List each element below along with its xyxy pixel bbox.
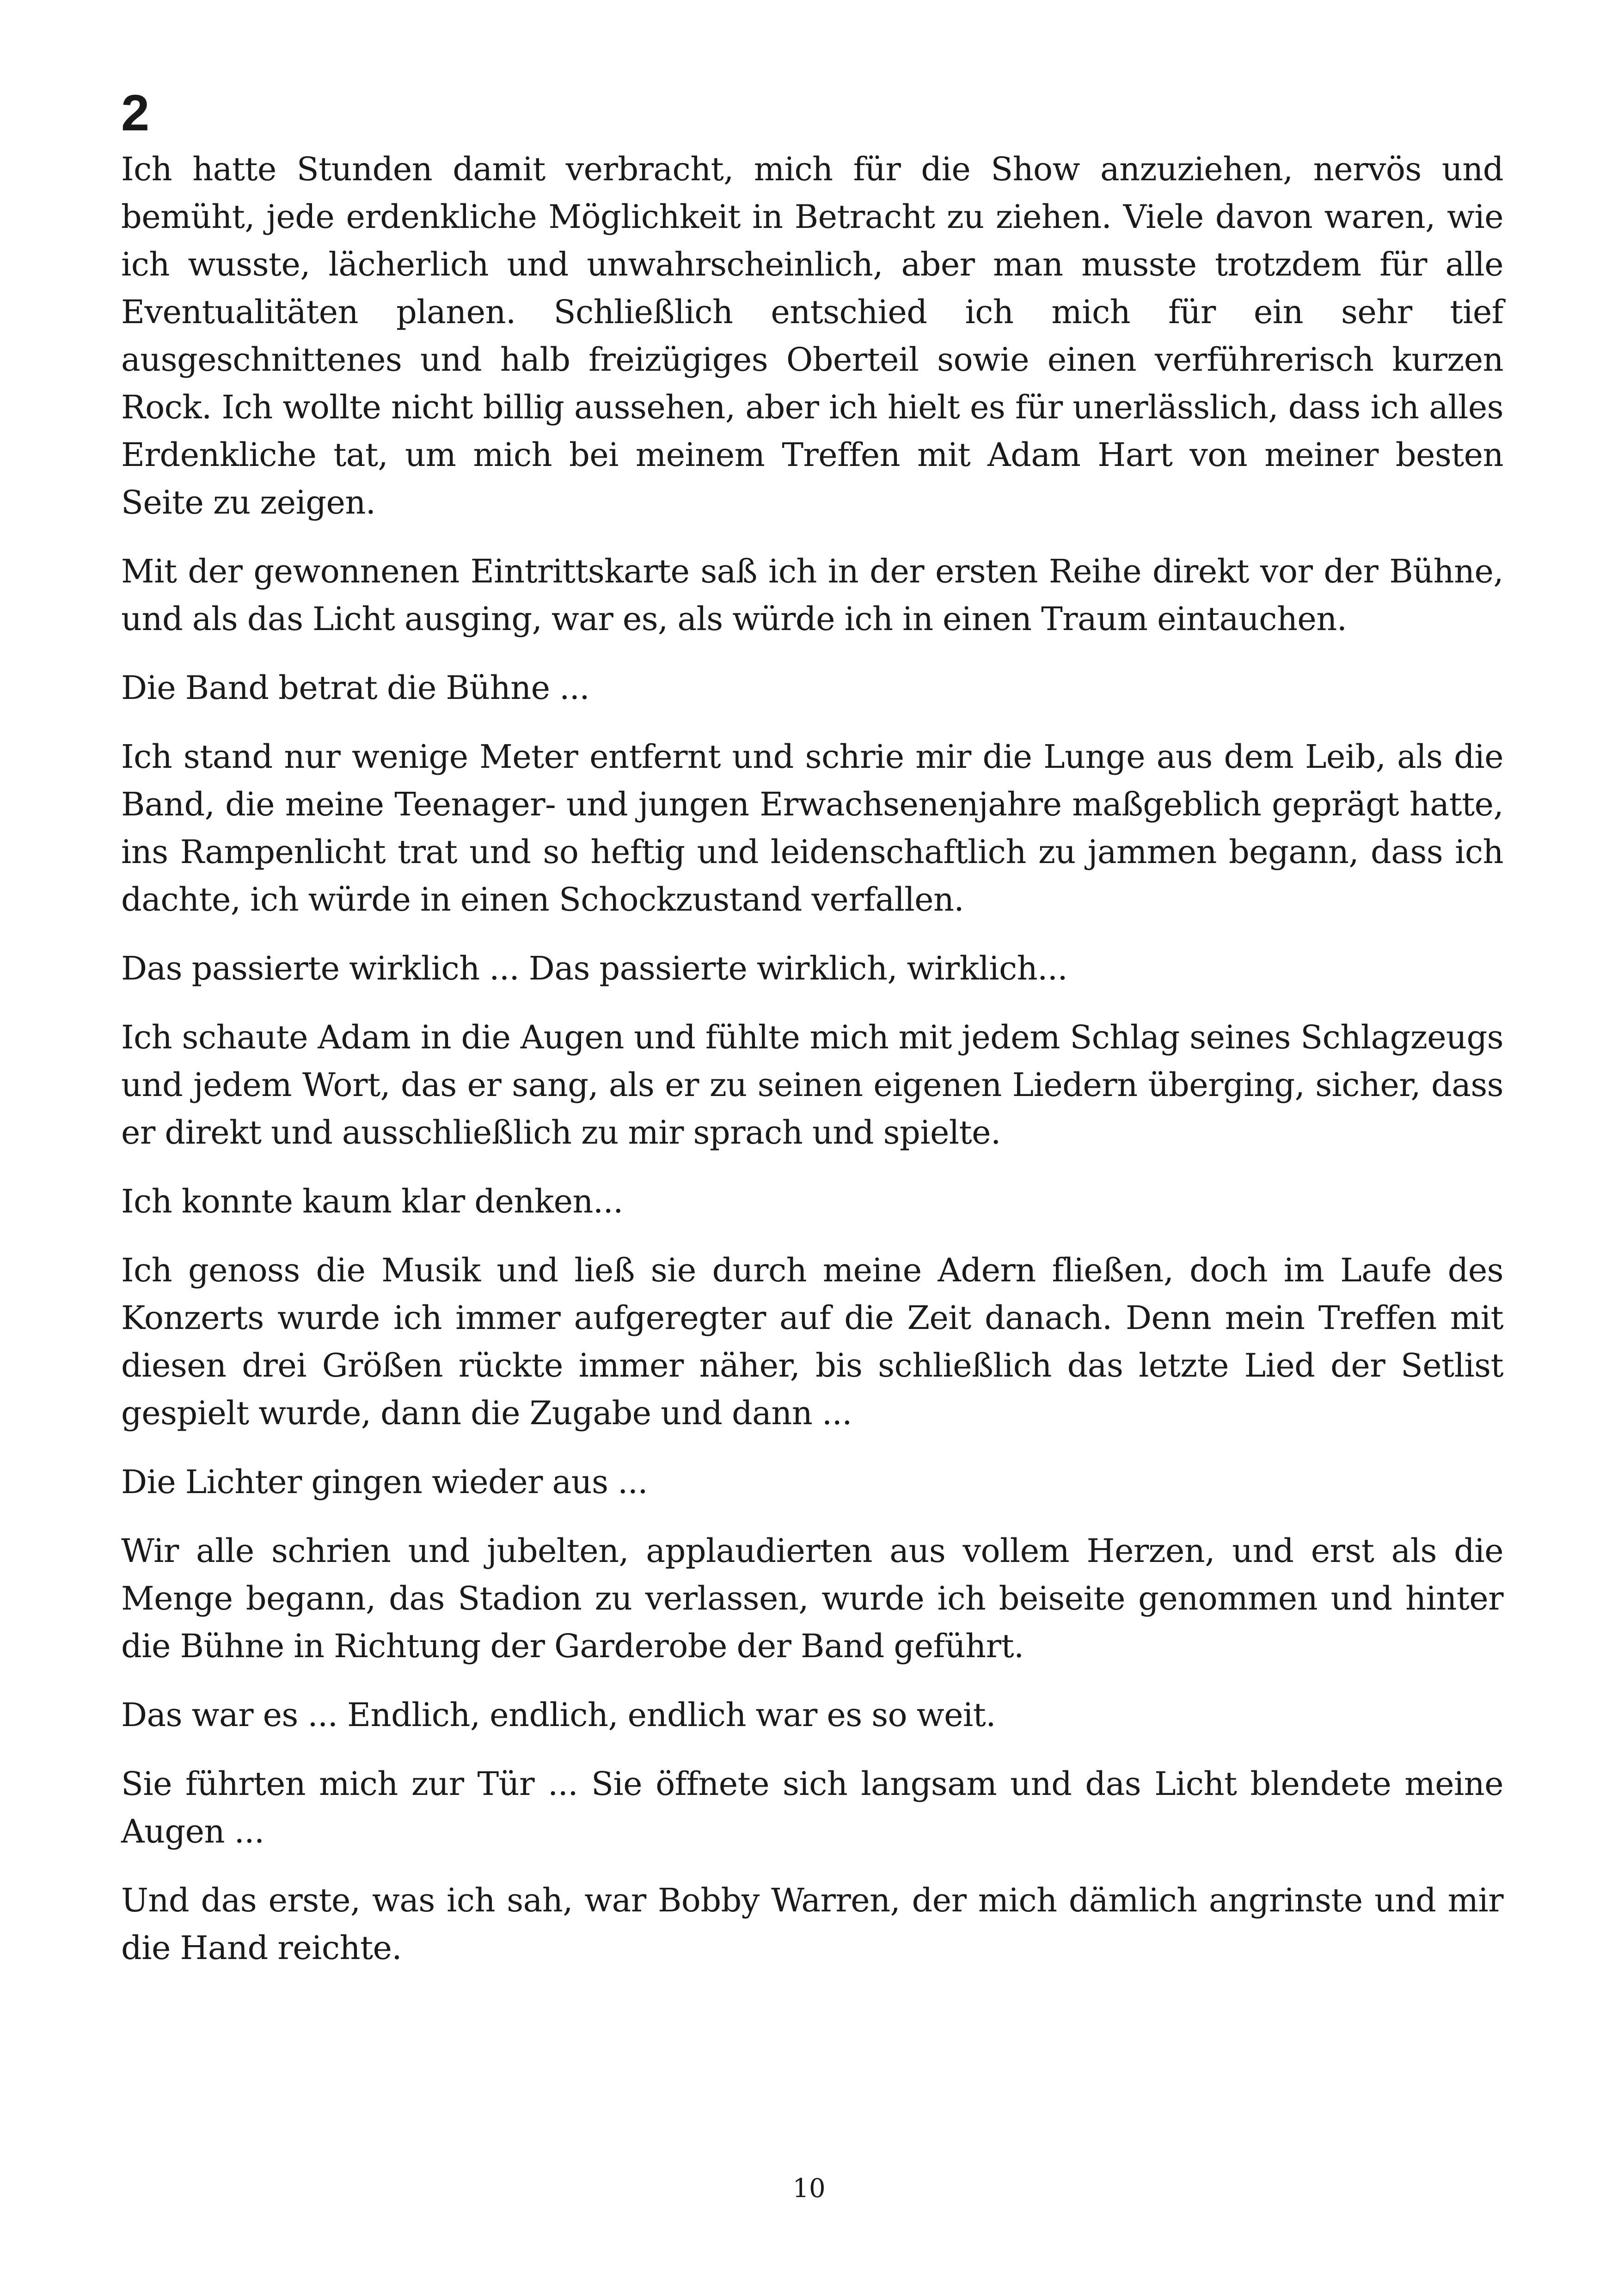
chapter-number: 2: [121, 85, 150, 141]
chapter-body: [121, 146, 1503, 1972]
paragraph: Wir alle schrien und jubelten, applaudierten aus vollem Herzen, und erst als die Menge begann, das Stadion zu verlassen, wurde ich beiseite genommen und hinter die Bühne in Richtung der Garderobe der Band geführt.: [121, 1532, 1503, 1665]
paragraph: Ich hatte Stunden damit verbracht, mich für die Show anzuziehen, nervös und bemüht, jede erdenkliche Möglichkeit in Betracht zu ziehen. Viele davon waren, wie ich wusste, lächerlich und unwahrscheinlich, aber man musste trotzdem für alle Eventualitäten planen. Schließlich entschied ich mich für ein sehr tief ausgeschnittenes und halb freizügiges Oberteil sowie einen verführerisch kurzen Rock. Ich wollte nicht billig aussehen, aber ich hielt es für unerlässlich, dass ich alles Erdenkliche tat, um mich bei meinem Treffen mit Adam Hart von meiner besten Seite zu zeigen.: [121, 150, 1503, 521]
paragraph: Ich schaute Adam in die Augen und fühlte mich mit jedem Schlag seines Schlagzeugs und jedem Wort, das er sang, als er zu seinen eigenen Liedern überging, sicher, dass er direkt und ausschließlich zu mir sprach und spielte.: [121, 1018, 1503, 1151]
page-content: [121, 86, 1503, 1993]
paragraph: Die Band betrat die Bühne ...: [121, 669, 590, 707]
paragraph: Ich konnte kaum klar denken...: [121, 1182, 623, 1220]
paragraph: Mit der gewonnenen Eintrittskarte saß ich in der ersten Reihe direkt vor der Bühne, und als das Licht ausging, war es, als würde ich in einen Traum eintauchen.: [121, 552, 1503, 638]
paragraph: Ich genoss die Musik und ließ sie durch meine Adern fließen, doch im Laufe des Konzerts wurde ich immer aufgeregter auf die Zeit danach. Denn mein Treffen mit diesen drei Größen rückte immer näher, bis schließlich das letzte Lied der Setlist gespielt wurde, dann die Zugabe und dann ...: [121, 1251, 1503, 1432]
page-number: 10: [792, 2174, 826, 2204]
paragraph: Die Lichter gingen wieder aus ...: [121, 1463, 648, 1501]
paragraph: Sie führten mich zur Tür ... Sie öffnete sich langsam und das Licht blendete meine Augen ...: [121, 1765, 1503, 1850]
paragraph: Das passierte wirklich ... Das passierte wirklich, wirklich...: [121, 949, 1068, 987]
paragraph: Und das erste, was ich sah, war Bobby Warren, der mich dämlich angrinste und mir die Hand reichte.: [121, 1881, 1503, 1967]
paragraph: Das war es ... Endlich, endlich, endlich war es so weit.: [121, 1696, 996, 1734]
paragraph: Ich stand nur wenige Meter entfernt und schrie mir die Lunge aus dem Leib, als die Band, die meine Teenager- und jungen Erwachsenenjahre maßgeblich geprägt hatte, ins Rampenlicht trat und so heftig und leidenschaftlich zu jammen begann, dass ich dachte, ich würde in einen Schockzustand verfallen.: [121, 738, 1503, 918]
